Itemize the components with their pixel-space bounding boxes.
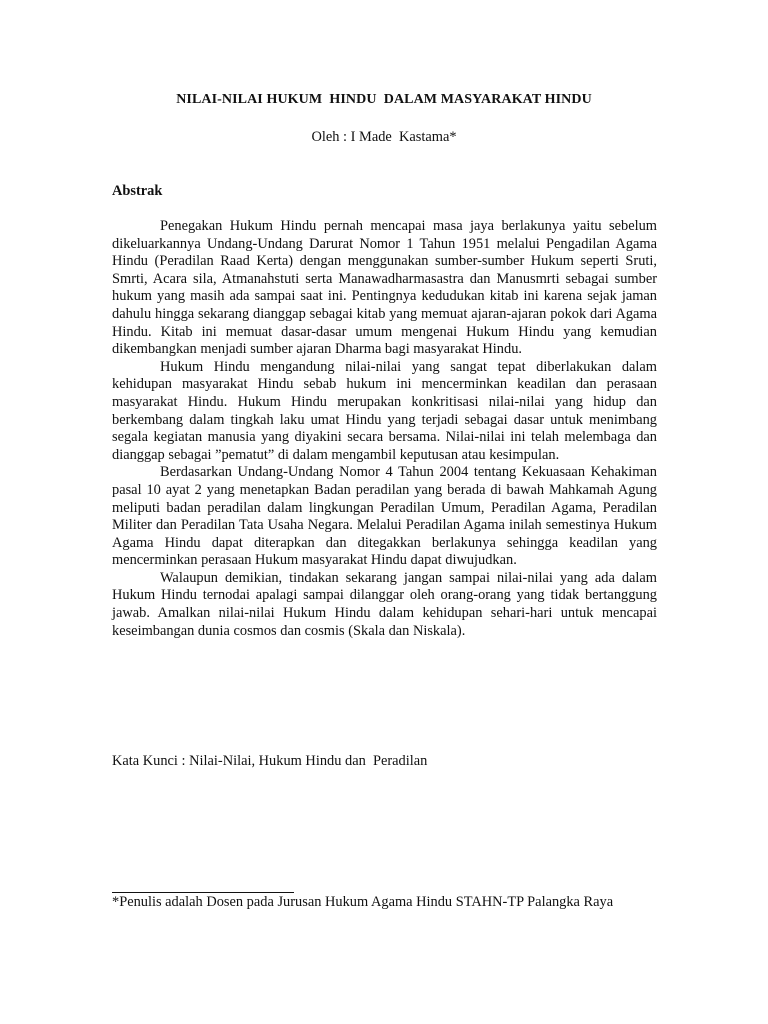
document-title: NILAI-NILAI HUKUM HINDU DALAM MASYARAKAT HINDU <box>176 92 592 107</box>
author-line: Oleh : I Made Kastama* <box>311 129 457 145</box>
abstract-heading: Abstrak <box>112 183 163 199</box>
abstract-body <box>112 218 657 640</box>
abstract-paragraph-2: Hukum Hindu mengandung nilai-nilai yang sangat tepat diberlakukan dalam kehidupan masyarakat Hindu sebab hukum ini mencerminkan keadilan dan perasaan masyarakat Hindu. Hukum Hindu merupakan konkritisasi nilai-nilai yang hidup dan berkembang dalam tingkah laku umat Hindu yang terjadi sebagai dasar untuk menimbang segala kegiatan manusia yang diyakini secara bersama. Nilai-nilai ini telah melembaga dan dianggap sebagai ”pematut” di dalam mengambil keputusan atau kesimpulan. <box>112 358 657 463</box>
abstract-paragraph-3: Berdasarkan Undang-Undang Nomor 4 Tahun 2004 tentang Kekuasaan Kehakiman pasal 10 ayat 2 yang menetapkan Badan peradilan yang berada di bawah Mahkamah Agung meliputi badan peradilan dalam lingkungan Peradilan Umum, Peradilan Agama, Peradilan Militer dan Peradilan Tata Usaha Negara. Melalui Peradilan Agama inilah semestinya Hukum Agama Hindu dapat diterapkan dan ditegakkan berlakunya sehingga keadilan yang mencerminkan perasaan Hukum masyarakat Hindu dapat diwujudkan. <box>112 464 657 569</box>
abstract-paragraph-1: Penegakan Hukum Hindu pernah mencapai masa jaya berlakunya yaitu sebelum dikeluarkannya Undang-Undang Darurat Nomor 1 Tahun 1951 melalui Pengadilan Agama Hindu (Peradilan Raad Kerta) dengan menggunakan sumber-sumber Hukum seperti Sruti, Smrti, Acara sila, Atmanahstuti serta Manawadharmasastra dan Manusmrti sebagai sumber hukum yang masih ada sampai saat ini. Pentingnya kedudukan kitab ini karena sejak jaman dahulu hingga sekarang dianggap sebagai kitab yang memuat ajaran-ajaran pokok dari Agama Hindu. Kitab ini memuat dasar-dasar umum mengenai Hukum Hindu yang kemudian dikembangkan menjadi sumber ajaran Dharma bagi masyarakat Hindu. <box>112 218 657 358</box>
footnote: *Penulis adalah Dosen pada Jurusan Hukum Agama Hindu STAHN-TP Palangka Raya <box>112 894 614 910</box>
keywords-line: Kata Kunci : Nilai-Nilai, Hukum Hindu dan Peradilan <box>112 753 428 769</box>
footnote-divider <box>112 892 294 893</box>
abstract-paragraph-4: Walaupun demikian, tindakan sekarang jangan sampai nilai-nilai yang ada dalam Hukum Hindu ternodai apalagi sampai dilanggar oleh orang-orang yang tidak bertanggung jawab. Amalkan nilai-nilai Hukum Hindu dalam kehidupan sehari-hari untuk mencapai keseimbangan dunia cosmos dan cosmis (Skala dan Niskala). <box>112 569 657 639</box>
